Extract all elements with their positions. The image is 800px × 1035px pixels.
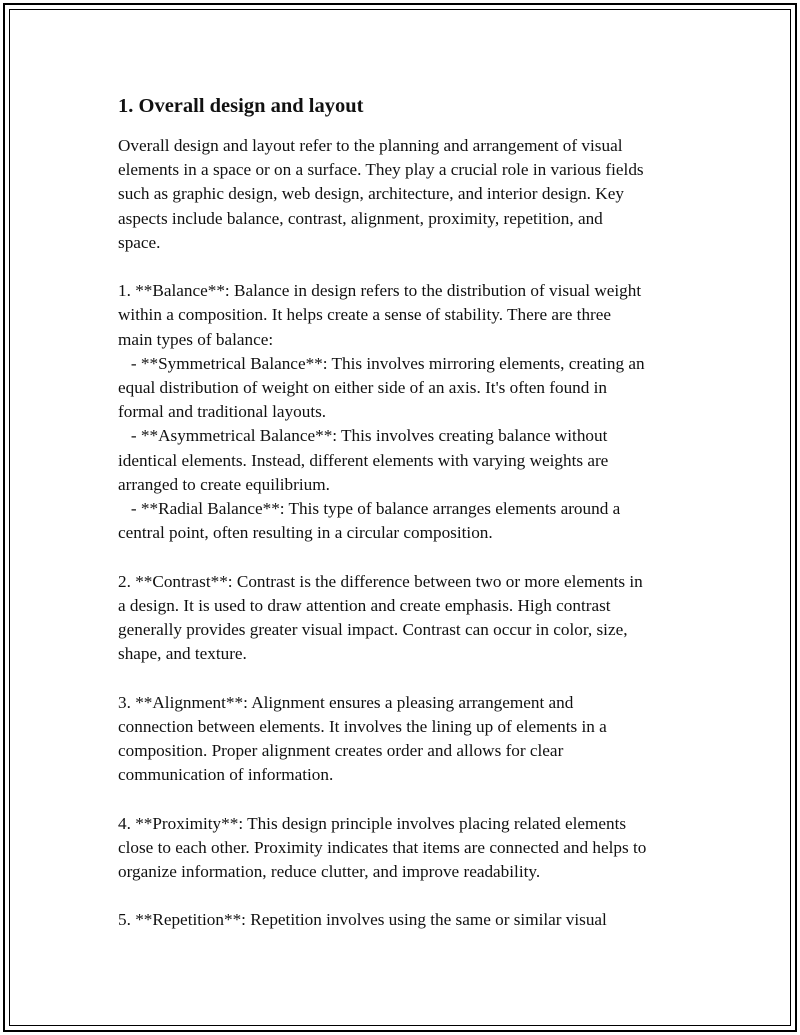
contrast-paragraph: 2. **Contrast**: Contrast is the difference between two or more elements in a design. It is used to draw attention and create emphasis. High contrast generally provides greater visual impact. Contrast can occur in color, size, shape, and texture. (118, 571, 643, 664)
document-content (118, 92, 693, 933)
section-heading: 1. Overall design and layout (118, 95, 364, 117)
alignment-paragraph: 3. **Alignment**: Alignment ensures a pleasing arrangement and connection between elements. It involves the lining up of elements in a composition. Proper alignment creates order and allows for clear communication of information. (118, 692, 607, 785)
balance-paragraph: 1. **Balance**: Balance in design refers to the distribution of visual weight within a composition. It helps create a sense of stability. There are three main types of balance: - **Symmetrical Balance**: This involves mirroring elements, creating an equal distribution of weight on either side of an axis. It's often found in formal and traditional layouts. - **Asymmetrical Balance**: This involves creating balance without identical elements. Instead, different elements with varying weights are arranged to create equilibrium. - **Radial Balance**: This type of balance arranges elements around a central point, often resulting in a circular composition. (118, 281, 645, 543)
repetition-paragraph: 5. **Repetition**: Repetition involves using the same or similar visual (118, 910, 607, 930)
intro-paragraph: Overall design and layout refer to the planning and arrangement of visual elements in a space or on a surface. They play a crucial role in various fields such as graphic design, web design, architecture, and interior design. Key aspects include balance, contrast, alignment, proximity, repetition, and space. (118, 136, 644, 252)
proximity-paragraph: 4. **Proximity**: This design principle involves placing related elements close to each other. Proximity indicates that items are connected and helps to organize information, reduce clutter, and improve readability. (118, 813, 647, 882)
